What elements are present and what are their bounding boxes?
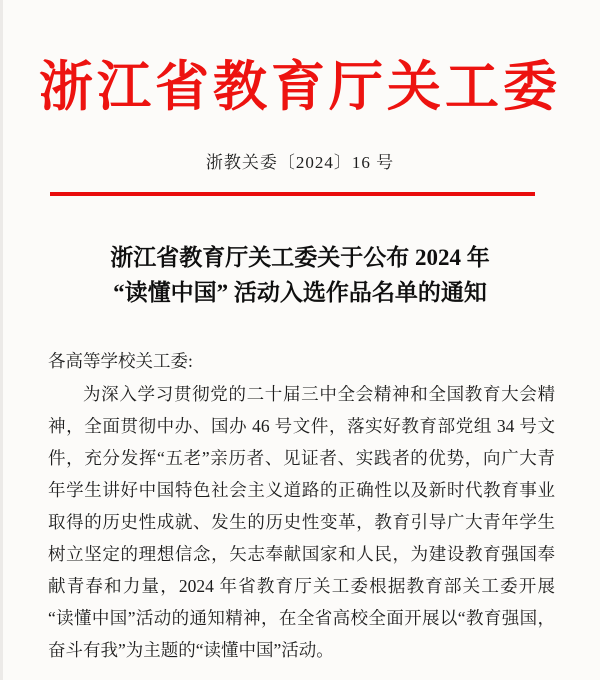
body-line: 为深入学习贯彻党的二十届三中全会精神和全国教育大会精 <box>83 384 555 404</box>
salutation: 各高等学校关工委: <box>48 351 193 371</box>
body-line: 树立坚定的理想信念，矢志奉献国家和人民，为建设教育强国奉 <box>48 544 555 564</box>
body-line: 年学生讲好中国特色社会主义道路的正确性以及新时代教育事业 <box>48 480 555 500</box>
body-line: 献青春和力量，2024 年省教育厅关工委根据教育部关工委开展 <box>48 576 555 596</box>
body-line: 件，充分发挥“五老”亲历者、见证者、实践者的优势，向广大青 <box>48 448 555 468</box>
body-line: “读懂中国”活动的通知精神，在全省高校全面开展以“教育强国， <box>48 608 555 628</box>
notice-title-line-2: “读懂中国” 活动入选作品名单的通知 <box>113 280 487 305</box>
body-line: 神，全面贯彻中办、国办 46 号文件，落实好教育部党组 34 号文 <box>48 416 555 436</box>
body-line: 奋斗有我”为主题的“读懂中国”活动。 <box>48 640 334 660</box>
notice-title-line-1: 浙江省教育厅关工委关于公布 2024 年 <box>110 245 490 270</box>
notice-title <box>0 240 600 310</box>
letterhead-org-title: 浙江省教育厅关工委 <box>39 57 561 117</box>
document-number: 浙教关委〔2024〕16 号 <box>205 153 395 172</box>
red-divider-rule <box>50 192 535 196</box>
body-paragraph <box>48 378 555 666</box>
body-line: 取得的历史性成就、发生的历史性变革，教育引导广大青年学生 <box>48 512 555 532</box>
